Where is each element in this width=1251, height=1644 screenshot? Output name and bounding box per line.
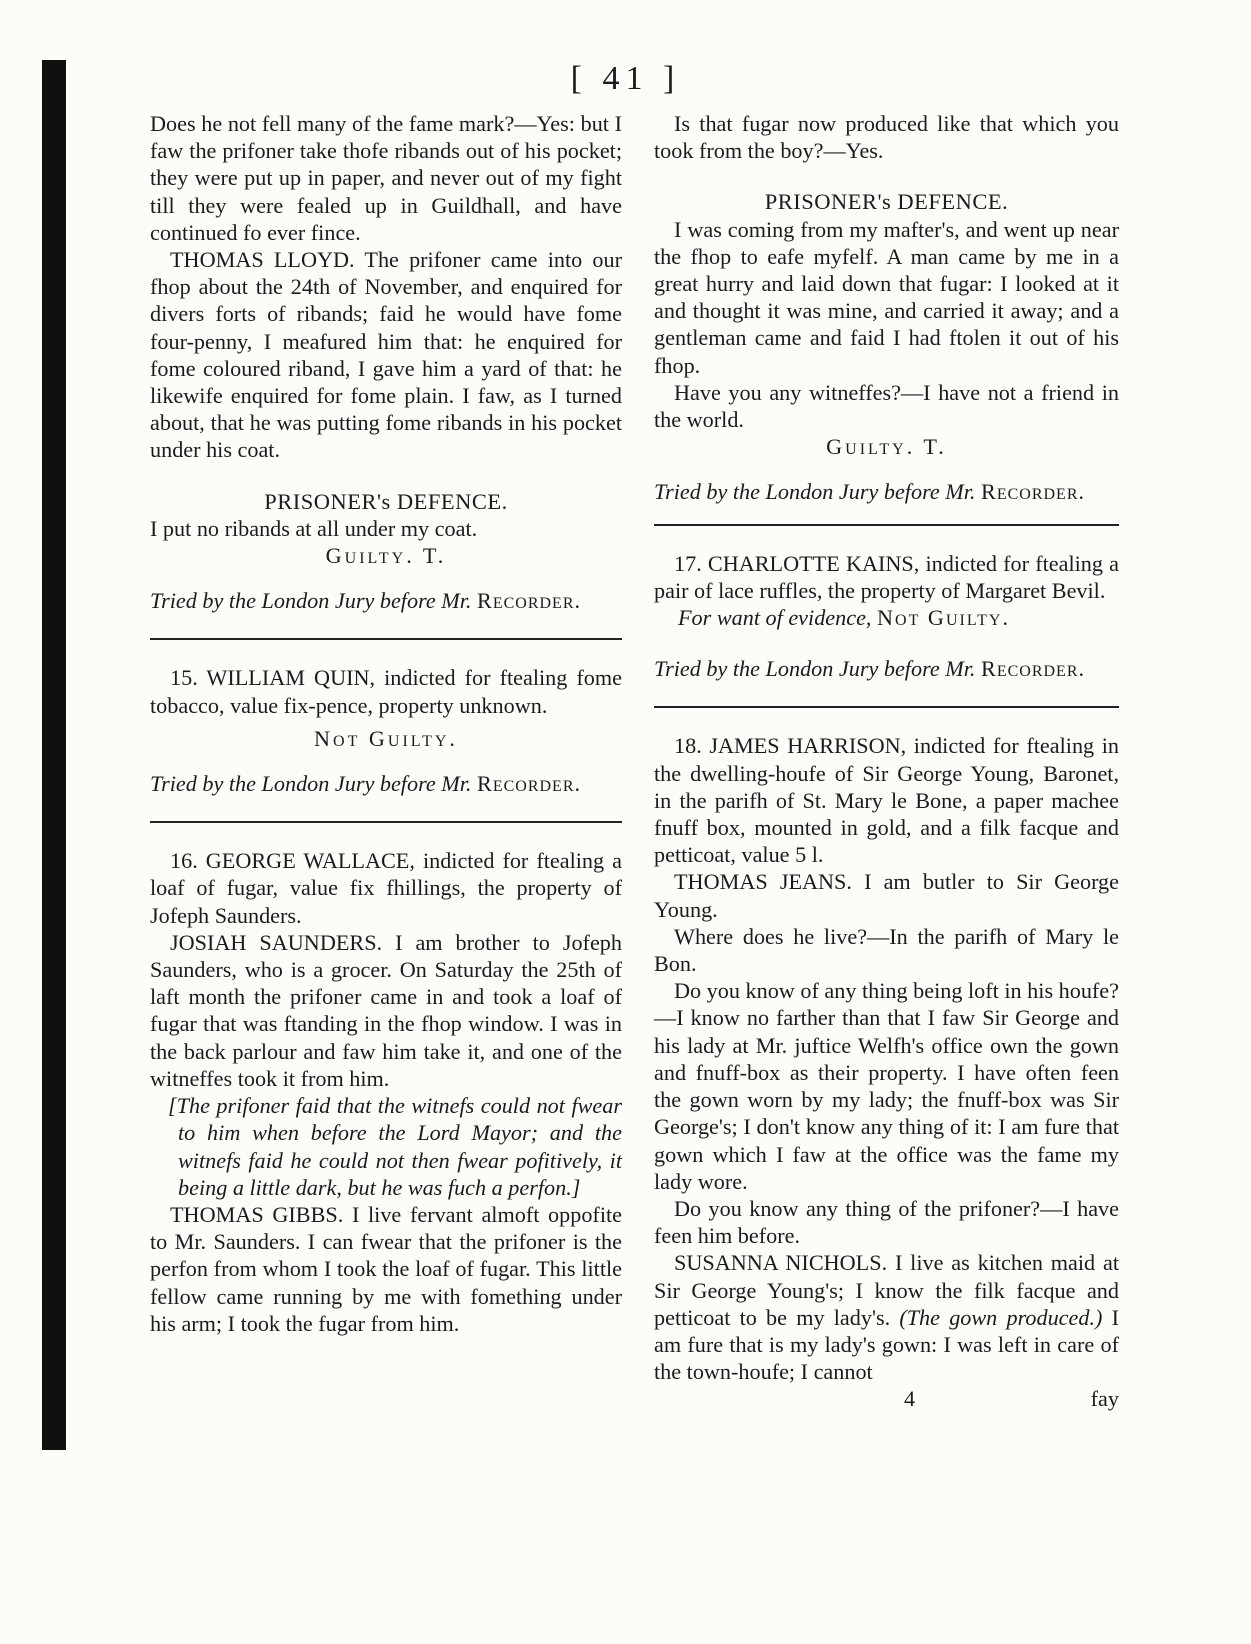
signature-mark: 4 [904, 1386, 916, 1412]
stage-note: (The gown produced.) [899, 1304, 1103, 1330]
trial-note-text: Tried by the London Jury before Mr. [654, 479, 976, 505]
trial-note [654, 655, 1119, 682]
right-column [654, 110, 1119, 1413]
trial-note [150, 587, 622, 614]
trial-note-text: Tried by the London Jury before Mr. [654, 656, 976, 682]
paragraph: I put no ribands at all under my coat. [150, 515, 478, 541]
paragraph [654, 1249, 1119, 1385]
page-number: [ 41 ] [570, 60, 681, 97]
trial-note-text: Tried by the London Jury before Mr. [150, 588, 472, 614]
verdict-line [654, 604, 1119, 631]
case-entry: 15. WILLIAM QUIN, indicted for ftealing fome tobacco, value fix-pence, property unknown. [150, 665, 622, 718]
verdict: Not Guilty. [314, 725, 458, 751]
page-footer [654, 1385, 1119, 1412]
paragraph: THOMAS LLOYD. The prifoner came into our fhop about the 24th of November, and enquired for divers forts of ribands; faid he would have fome four-penny, I meafured him that: he enquired for fome coloured riband, I gave him a yard of that: he likewife enquired for fome plain. I faw, as I turned about, that he was putting fome ribands in his pocket under his coat. [150, 247, 622, 463]
paragraph: Where does he live?—In the parifh of Mary le Bon. [654, 923, 1119, 977]
catchword: fay [1090, 1386, 1119, 1412]
case-entry: 18. JAMES HARRISON, indicted for ftealing in the dwelling-houfe of Sir George Young, Baronet, in the parifh of St. Mary le Bone, a paper machee fnuff box, mounted in gold, and a filk facque and petticoat, value 5 l. [654, 733, 1119, 868]
paragraph: THOMAS GIBBS. I live fervant almoft oppofite to Mr. Saunders. I can fwear that the prifoner is the perfon from whom I took the loaf of fugar. This little fellow came running by me with fomething under his arm; I took the fugar from him. [150, 1201, 622, 1336]
binding-edge [42, 60, 66, 1450]
section-heading: PRISONER's DEFENCE. [264, 488, 508, 514]
verdict-reason: For want of evidence, [678, 605, 872, 631]
section-heading: PRISONER's DEFENCE. [764, 189, 1009, 215]
bracketed-note: [The prifoner faid that the witnefs could not fwear to him when before the Lord Mayor; and the witnefs faid he could not then fwear pofitively, it being a little dark, but he was fuch a perfon.] [168, 1093, 622, 1200]
verdict: Guilty. T. [325, 543, 447, 569]
paragraph: Does he not fell many of the fame mark?—Yes: but I faw the prifoner take thofe ribands out of his pocket; they were put up in paper, and never out of my fight till they were fealed up in Guildhall, and have continued fo ever fince. [150, 111, 622, 245]
left-column [150, 110, 622, 1337]
paragraph: Do you know any thing of the prifoner?—I have feen him before. [654, 1195, 1119, 1249]
case-entry: 17. CHARLOTTE KAINS, indicted for ftealing a pair of lace ruffles, the property of Margaret Bevil. [654, 550, 1119, 603]
paragraph-text: I am fure that is my lady's gown: I was left in care of the town-houfe; I cannot [654, 1304, 1119, 1385]
trial-note [150, 770, 622, 797]
paragraph: I was coming from my mafter's, and went up near the fhop to eafe myfelf. A man came by me in a great hurry and laid down that fugar: I looked at it and thought it was mine, and carried it away; and a gentleman came and faid I had ftolen it out of his fhop. [654, 216, 1119, 378]
paragraph: Have you any witneffes?—I have not a friend in the world. [654, 379, 1119, 433]
trial-note-text: Tried by the London Jury before Mr. [150, 771, 472, 797]
trial-note [654, 478, 1119, 505]
verdict: Guilty. T. [826, 434, 947, 460]
paragraph: Is that fugar now produced like that which you took from the boy?—Yes. [654, 111, 1119, 164]
case-entry: 16. GEORGE WALLACE, indicted for ftealing a loaf of fugar, value fix fhillings, the property of Jofeph Saunders. [150, 848, 622, 928]
verdict: Not Guilty. [877, 605, 1011, 631]
paragraph: JOSIAH SAUNDERS. I am brother to Jofeph Saunders, who is a grocer. On Saturday the 25th of laft month the prifoner came in and took a loaf of fugar that was ftanding in the fhop window. I was in the back parlour and faw him take it, and one of the witneffes took it from him. [150, 929, 622, 1091]
paragraph: Do you know of any thing being loft in his houfe?—I know no farther than that I faw Sir George and his lady at Mr. juftice Welfh's office own the gown and fnuff-box as their property. I have often feen the gown worn by my lady; the fnuff-box was Sir George's; I don't know any thing of it: I am fure that gown which I faw at the office was the fame my lady wore. [654, 978, 1119, 1194]
paragraph-text: SUSANNA NICHOLS. I live as kitchen maid at Sir George Young's; I know the filk facque and petticoat to be my lady's. [654, 1250, 1119, 1330]
recorder-label: Recorder. [981, 479, 1086, 505]
recorder-label: Recorder. [981, 656, 1086, 682]
recorder-label: Recorder. [477, 771, 582, 797]
paragraph: THOMAS JEANS. I am butler to Sir George Young. [654, 869, 1119, 922]
recorder-label: Recorder. [477, 588, 582, 614]
